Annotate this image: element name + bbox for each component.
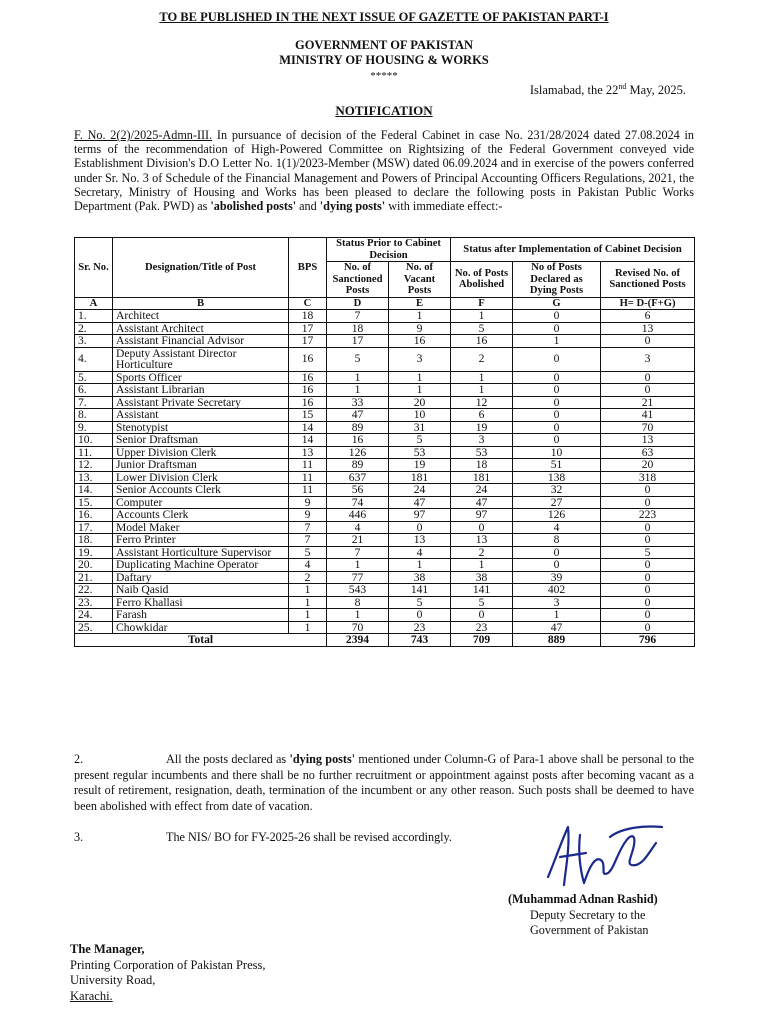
table-row [75,546,695,559]
row-bps: 4 [289,559,327,572]
row-dying: 8 [513,534,601,547]
row-vacant: 1 [389,384,451,397]
row-sanctioned: 5 [327,347,389,371]
row-bps: 1 [289,584,327,597]
row-sr: 14. [75,484,113,497]
row-sr: 25. [75,621,113,634]
col-revised-header: Revised No. of Sanctioned Posts [601,262,695,298]
row-sr: 1. [75,310,113,323]
group-after-header: Status after Implementation of Cabinet Decision [451,238,695,262]
total-row [75,634,695,647]
table-row [75,371,695,384]
row-dying: 0 [513,371,601,384]
row-bps: 1 [289,596,327,609]
row-abolished: 12 [451,396,513,409]
row-bps: 14 [289,421,327,434]
row-sr: 11. [75,446,113,459]
row-designation: Senior Draftsman [113,434,289,447]
row-abolished: 0 [451,609,513,622]
col-sanctioned-header: No. of Sanctioned Posts [327,262,389,298]
row-bps: 17 [289,322,327,335]
signer-block [508,892,708,939]
row-bps: 7 [289,521,327,534]
row-revised: 70 [601,421,695,434]
row-dying: 1 [513,609,601,622]
row-abolished: 19 [451,421,513,434]
table-row [75,459,695,472]
row-revised: 0 [601,521,695,534]
table-row [75,521,695,534]
row-vacant: 1 [389,371,451,384]
row-bps: 5 [289,546,327,559]
row-sanctioned: 74 [327,496,389,509]
row-vacant: 31 [389,421,451,434]
row-vacant: 16 [389,335,451,348]
row-revised: 0 [601,534,695,547]
row-vacant: 19 [389,459,451,472]
row-sanctioned: 1 [327,371,389,384]
row-dying: 0 [513,559,601,572]
posts-table [74,237,695,647]
row-revised: 0 [601,484,695,497]
paragraph-2 [74,752,694,814]
row-bps: 13 [289,446,327,459]
row-abolished: 2 [451,347,513,371]
row-abolished: 97 [451,509,513,522]
row-sr: 18. [75,534,113,547]
row-revised: 13 [601,322,695,335]
row-bps: 16 [289,371,327,384]
col-abolished-header: No. of Posts Abolished [451,262,513,298]
row-bps: 11 [289,459,327,472]
row-vacant: 47 [389,496,451,509]
address-line-2: Printing Corporation of Pakistan Press, [70,957,266,972]
row-vacant: 20 [389,396,451,409]
row-sr: 21. [75,571,113,584]
row-sanctioned: 17 [327,335,389,348]
row-dying: 47 [513,621,601,634]
row-bps: 2 [289,571,327,584]
row-bps: 9 [289,509,327,522]
abolished-posts-term: 'abolished posts' [210,199,297,214]
row-abolished: 5 [451,596,513,609]
row-sr: 19. [75,546,113,559]
row-sanctioned: 21 [327,534,389,547]
row-dying: 402 [513,584,601,597]
row-abolished: 6 [451,409,513,422]
row-abolished: 181 [451,471,513,484]
row-dying: 4 [513,521,601,534]
row-sanctioned: 543 [327,584,389,597]
column-letter: C [289,297,327,310]
row-sanctioned: 1 [327,559,389,572]
row-dying: 138 [513,471,601,484]
row-revised: 13 [601,434,695,447]
table-row [75,310,695,323]
signer-name: (Muhammad Adnan Rashid) [508,892,658,906]
table-row [75,484,695,497]
row-designation: Accounts Clerk [113,509,289,522]
row-dying: 27 [513,496,601,509]
row-designation: Daftary [113,571,289,584]
row-sanctioned: 1 [327,384,389,397]
recipient-address [70,942,265,1004]
column-letter: E [389,297,451,310]
row-sr: 15. [75,496,113,509]
row-abolished: 13 [451,534,513,547]
table-row [75,571,695,584]
para2-text-a: All the posts declared as [166,752,290,766]
row-revised: 0 [601,384,695,397]
row-abolished: 18 [451,459,513,472]
row-revised: 318 [601,471,695,484]
row-revised: 5 [601,546,695,559]
row-designation: Model Maker [113,521,289,534]
paragraph-1 [74,128,694,213]
row-abolished: 38 [451,571,513,584]
row-designation: Assistant Private Secretary [113,396,289,409]
column-letter: H= D-(F+G) [601,297,695,310]
table-row [75,509,695,522]
table-row [75,621,695,634]
row-dying: 0 [513,396,601,409]
row-designation: Ferro Khallasi [113,596,289,609]
signer-designation: Deputy Secretary to the [530,907,646,922]
row-revised: 6 [601,310,695,323]
row-vacant: 141 [389,584,451,597]
date-prefix: Islamabad, the 22 [529,83,619,98]
row-sr: 9. [75,421,113,434]
row-designation: Assistant [113,409,289,422]
row-sanctioned: 16 [327,434,389,447]
row-revised: 0 [601,584,695,597]
date-suffix: May, 2025. [626,83,686,98]
para2-dying-term: 'dying posts' [289,752,356,766]
row-sanctioned: 1 [327,609,389,622]
row-designation: Lower Division Clerk [113,471,289,484]
table-row [75,534,695,547]
row-revised: 63 [601,446,695,459]
total-revised: 796 [601,634,695,647]
date-sup: nd [618,82,627,91]
row-dying: 10 [513,446,601,459]
row-sr: 2. [75,322,113,335]
row-abolished: 5 [451,322,513,335]
row-dying: 0 [513,384,601,397]
row-bps: 11 [289,484,327,497]
row-sanctioned: 56 [327,484,389,497]
address-line-1: The Manager, [70,942,145,956]
row-sanctioned: 89 [327,459,389,472]
row-vacant: 4 [389,546,451,559]
row-sanctioned: 446 [327,509,389,522]
row-dying: 0 [513,310,601,323]
row-designation: Upper Division Clerk [113,446,289,459]
row-dying: 0 [513,434,601,447]
table-row [75,409,695,422]
row-bps: 9 [289,496,327,509]
table-row [75,421,695,434]
government-heading [0,38,768,68]
row-dying: 32 [513,484,601,497]
row-abolished: 47 [451,496,513,509]
row-bps: 18 [289,310,327,323]
row-designation: Farash [113,609,289,622]
row-abolished: 1 [451,559,513,572]
row-vacant: 97 [389,509,451,522]
column-letter: B [113,297,289,310]
row-sanctioned: 126 [327,446,389,459]
row-bps: 14 [289,434,327,447]
row-revised: 0 [601,621,695,634]
table-row [75,584,695,597]
table-row [75,335,695,348]
row-designation: Assistant Architect [113,322,289,335]
table-row [75,559,695,572]
row-vacant: 9 [389,322,451,335]
row-sr: 23. [75,596,113,609]
row-sanctioned: 4 [327,521,389,534]
row-sr: 6. [75,384,113,397]
row-sr: 22. [75,584,113,597]
total-vacant: 743 [389,634,451,647]
row-dying: 0 [513,409,601,422]
row-bps: 7 [289,534,327,547]
row-bps: 16 [289,396,327,409]
column-letter: G [513,297,601,310]
row-abolished: 0 [451,521,513,534]
col-designation-header: Designation/Title of Post [113,238,289,298]
row-designation: Assistant Financial Advisor [113,335,289,348]
row-sr: 24. [75,609,113,622]
table-row [75,446,695,459]
address-line-3: University Road, [70,973,156,987]
row-designation: Assistant Horticulture Supervisor [113,546,289,559]
row-vacant: 5 [389,596,451,609]
row-dying: 51 [513,459,601,472]
row-revised: 21 [601,396,695,409]
row-abolished: 1 [451,384,513,397]
para1-and: and [296,199,320,214]
row-designation: Assistant Librarian [113,384,289,397]
row-bps: 15 [289,409,327,422]
row-sr: 10. [75,434,113,447]
signer-organization: Government of Pakistan [530,923,649,937]
row-vacant: 1 [389,310,451,323]
row-sanctioned: 7 [327,546,389,559]
address-line-4: Karachi. [70,988,113,1003]
posts-table-body [75,310,695,634]
table-row [75,609,695,622]
row-bps: 16 [289,347,327,371]
row-designation: Deputy Assistant Director Horticulture [113,347,289,371]
row-revised: 3 [601,347,695,371]
row-sr: 20. [75,559,113,572]
row-sanctioned: 77 [327,571,389,584]
row-bps: 1 [289,621,327,634]
para1-text-b: with immediate effect:- [385,199,503,214]
total-label: Total [75,634,327,647]
row-designation: Ferro Printer [113,534,289,547]
row-abolished: 3 [451,434,513,447]
notification-title: NOTIFICATION [335,103,433,118]
row-dying: 0 [513,347,601,371]
row-designation: Sports Officer [113,371,289,384]
col-bps-header: BPS [289,238,327,298]
dying-posts-term: 'dying posts' [319,199,386,214]
row-dying: 126 [513,509,601,522]
row-sanctioned: 33 [327,396,389,409]
row-sr: 5. [75,371,113,384]
government-name: GOVERNMENT OF PAKISTAN [294,38,474,52]
row-abolished: 2 [451,546,513,559]
table-row [75,396,695,409]
total-dying: 889 [513,634,601,647]
row-sanctioned: 8 [327,596,389,609]
row-revised: 223 [601,509,695,522]
total-abolished: 709 [451,634,513,647]
row-vacant: 38 [389,571,451,584]
row-revised: 0 [601,571,695,584]
row-sr: 4. [75,347,113,371]
row-dying: 39 [513,571,601,584]
row-vacant: 5 [389,434,451,447]
row-revised: 20 [601,459,695,472]
row-sr: 12. [75,459,113,472]
row-dying: 0 [513,322,601,335]
row-revised: 0 [601,496,695,509]
row-sr: 7. [75,396,113,409]
para2-number: 2. [74,752,84,766]
row-revised: 0 [601,609,695,622]
table-row [75,496,695,509]
table-row [75,347,695,371]
row-designation: Naib Qasid [113,584,289,597]
row-vacant: 181 [389,471,451,484]
signature-image [540,815,670,895]
row-vacant: 0 [389,521,451,534]
row-vacant: 23 [389,621,451,634]
row-abolished: 141 [451,584,513,597]
row-revised: 0 [601,596,695,609]
row-sanctioned: 637 [327,471,389,484]
col-dying-header: No of Posts Declared as Dying Posts [513,262,601,298]
row-vacant: 24 [389,484,451,497]
row-abolished: 24 [451,484,513,497]
row-dying: 0 [513,421,601,434]
row-designation: Architect [113,310,289,323]
row-vacant: 10 [389,409,451,422]
row-vacant: 13 [389,534,451,547]
table-row [75,434,695,447]
row-sanctioned: 70 [327,621,389,634]
row-abolished: 23 [451,621,513,634]
col-sr-header: Sr. No. [75,238,113,298]
row-vacant: 1 [389,559,451,572]
row-sr: 8. [75,409,113,422]
row-dying: 1 [513,335,601,348]
table-row [75,322,695,335]
total-sanctioned: 2394 [327,634,389,647]
row-sanctioned: 18 [327,322,389,335]
row-bps: 17 [289,335,327,348]
para1-text-a: In pursuance of decision of the Federal Cabinet in case No. 231/28/2024 dated 27.08.2024 in terms of the recommendation of High-Powered Committee on Rightsizing of the Federal Government conveyed vide Establishment Division's D.O Letter No. 1(1)/2023-Member (MSW) dated 06.09.2024 and in exercise of the powers conferred under Sr. No. 3 of Schedule of the Financial Management and Powers of Principal Accounting Officers Regulations, 2021, the Secretary, Ministry of Housing and Works has been pleased to declare the following posts in Pakistan Public Works Department (Pak. PWD) as [74,128,694,214]
row-sr: 17. [75,521,113,534]
row-designation: Stenotypist [113,421,289,434]
para3-text: The NIS/ BO for FY-2025-26 shall be revised accordingly. [166,830,452,844]
row-vacant: 0 [389,609,451,622]
row-abolished: 1 [451,371,513,384]
row-dying: 0 [513,546,601,559]
col-vacant-header: No. of Vacant Posts [389,262,451,298]
row-vacant: 3 [389,347,451,371]
row-bps: 16 [289,384,327,397]
row-sanctioned: 47 [327,409,389,422]
row-designation: Senior Accounts Clerk [113,484,289,497]
file-number: F. No. 2(2)/2025-Admn-III. [74,128,213,142]
column-letters-row [75,297,695,310]
column-letter: A [75,297,113,310]
column-letter: F [451,297,513,310]
heading-stars: ***** [370,70,398,82]
row-revised: 0 [601,371,695,384]
row-designation: Computer [113,496,289,509]
row-abolished: 1 [451,310,513,323]
row-vacant: 53 [389,446,451,459]
table-row [75,471,695,484]
row-sr: 3. [75,335,113,348]
row-designation: Duplicating Machine Operator [113,559,289,572]
row-abolished: 53 [451,446,513,459]
row-sr: 16. [75,509,113,522]
table-row [75,384,695,397]
group-prior-header: Status Prior to Cabinet Decision [327,238,451,262]
para2-text-b: mentioned under Column-G of Para-1 above shall be personal to the present regular incumbents and there shall be no further recruitment or appointment against posts after becoming vacant as a result of retirement, resignation, death, termination of the incumbent or any other reason. Such posts shall be deemed to have been abolished with effect from date of vacation. [74,752,694,813]
row-revised: 0 [601,335,695,348]
row-abolished: 16 [451,335,513,348]
row-sanctioned: 89 [327,421,389,434]
gazette-heading: TO BE PUBLISHED IN THE NEXT ISSUE OF GAZETTE OF PAKISTAN PART-I [159,10,609,24]
row-revised: 0 [601,559,695,572]
row-designation: Junior Draftsman [113,459,289,472]
row-revised: 41 [601,409,695,422]
row-bps: 1 [289,609,327,622]
row-dying: 3 [513,596,601,609]
ministry-name: MINISTRY OF HOUSING & WORKS [279,53,489,67]
table-row [75,596,695,609]
notification-date [530,82,686,98]
row-sanctioned: 7 [327,310,389,323]
para3-number: 3. [74,830,84,844]
row-designation: Chowkidar [113,621,289,634]
row-bps: 11 [289,471,327,484]
column-letter: D [327,297,389,310]
row-sr: 13. [75,471,113,484]
